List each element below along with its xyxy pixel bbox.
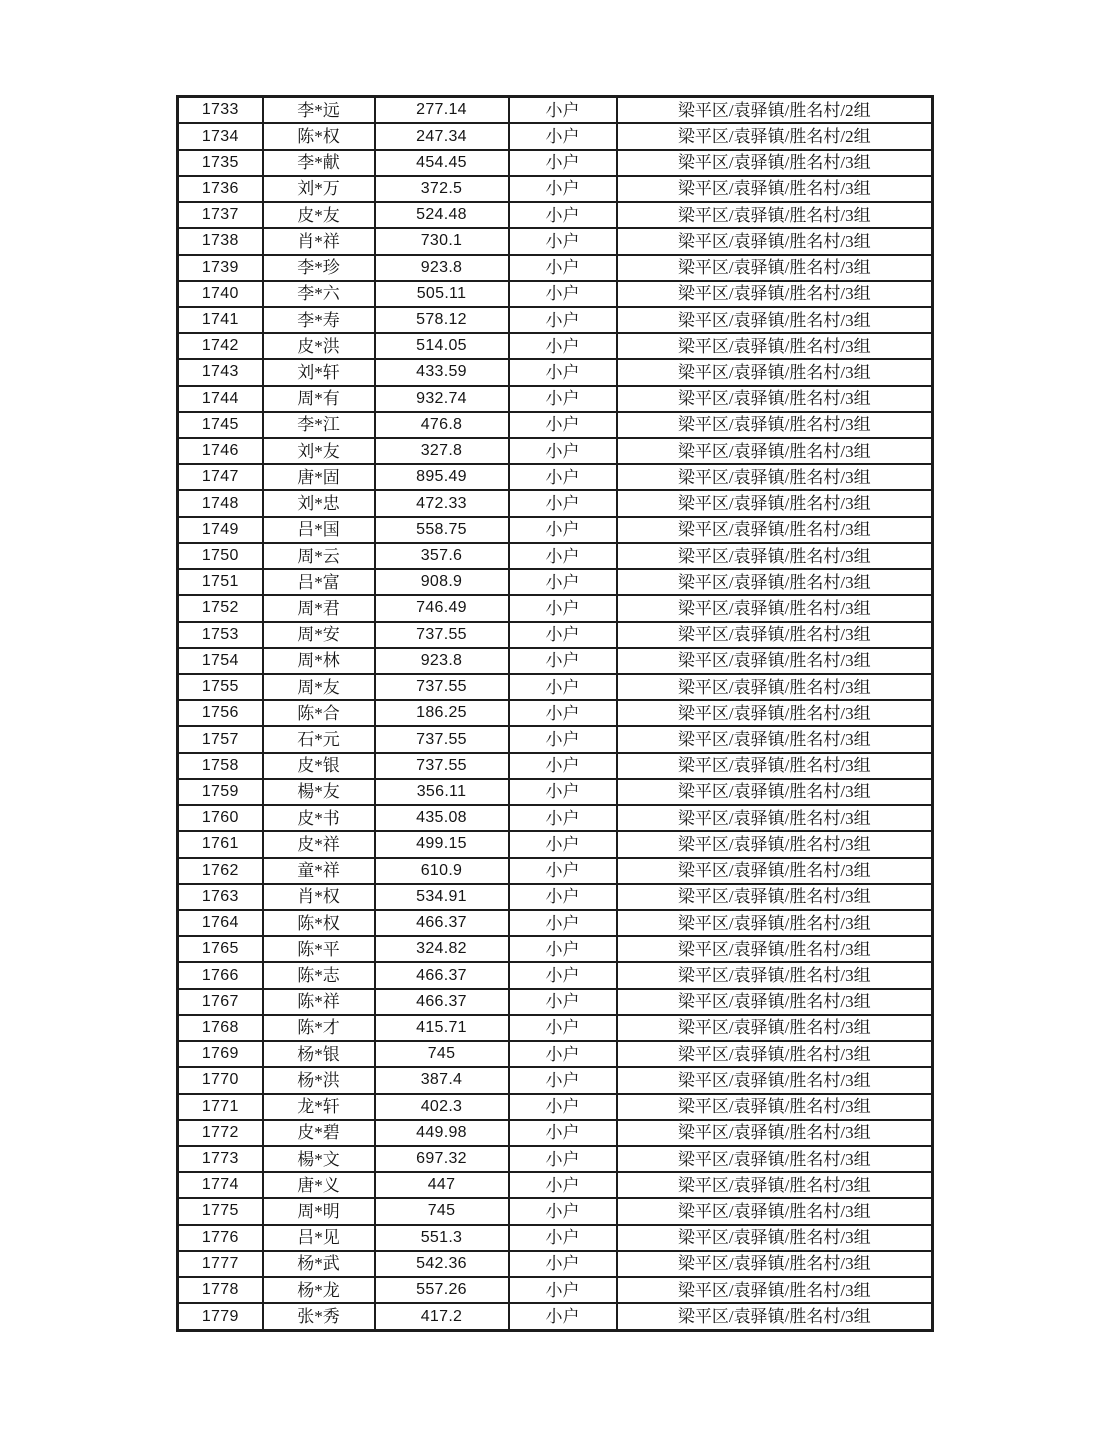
cell-location: 梁平区/袁驿镇/胜名村/3组 bbox=[617, 989, 933, 1015]
cell-amount: 186.25 bbox=[375, 700, 509, 726]
cell-amount: 737.55 bbox=[375, 753, 509, 779]
cell-location: 梁平区/袁驿镇/胜名村/3组 bbox=[617, 490, 933, 516]
cell-name: 杨*银 bbox=[263, 1041, 375, 1067]
table-row bbox=[178, 517, 933, 543]
cell-type: 小户 bbox=[509, 700, 617, 726]
table-row bbox=[178, 569, 933, 595]
cell-location: 梁平区/袁驿镇/胜名村/3组 bbox=[617, 962, 933, 988]
cell-amount: 737.55 bbox=[375, 622, 509, 648]
cell-id: 1733 bbox=[178, 97, 263, 124]
cell-id: 1771 bbox=[178, 1094, 263, 1120]
cell-amount: 324.82 bbox=[375, 936, 509, 962]
cell-name: 周*安 bbox=[263, 622, 375, 648]
cell-type: 小户 bbox=[509, 1067, 617, 1093]
cell-type: 小户 bbox=[509, 412, 617, 438]
cell-id: 1777 bbox=[178, 1251, 263, 1277]
cell-location: 梁平区/袁驿镇/胜名村/3组 bbox=[617, 569, 933, 595]
cell-type: 小户 bbox=[509, 1041, 617, 1067]
table-row bbox=[178, 1120, 933, 1146]
cell-location: 梁平区/袁驿镇/胜名村/3组 bbox=[617, 700, 933, 726]
cell-location: 梁平区/袁驿镇/胜名村/3组 bbox=[617, 910, 933, 936]
cell-type: 小户 bbox=[509, 1015, 617, 1041]
cell-id: 1751 bbox=[178, 569, 263, 595]
cell-type: 小户 bbox=[509, 176, 617, 202]
cell-location: 梁平区/袁驿镇/胜名村/3组 bbox=[617, 150, 933, 176]
cell-name: 肖*祥 bbox=[263, 228, 375, 254]
cell-location: 梁平区/袁驿镇/胜名村/3组 bbox=[617, 936, 933, 962]
cell-id: 1765 bbox=[178, 936, 263, 962]
table-row bbox=[178, 910, 933, 936]
table-row bbox=[178, 831, 933, 857]
table-row bbox=[178, 386, 933, 412]
cell-name: 陈*权 bbox=[263, 123, 375, 149]
cell-id: 1745 bbox=[178, 412, 263, 438]
cell-amount: 745 bbox=[375, 1041, 509, 1067]
cell-location: 梁平区/袁驿镇/胜名村/3组 bbox=[617, 228, 933, 254]
cell-location: 梁平区/袁驿镇/胜名村/3组 bbox=[617, 805, 933, 831]
cell-location: 梁平区/袁驿镇/胜名村/3组 bbox=[617, 281, 933, 307]
cell-location: 梁平区/袁驿镇/胜名村/3组 bbox=[617, 1277, 933, 1303]
cell-name: 陈*平 bbox=[263, 936, 375, 962]
cell-amount: 435.08 bbox=[375, 805, 509, 831]
cell-type: 小户 bbox=[509, 726, 617, 752]
cell-amount: 932.74 bbox=[375, 386, 509, 412]
table-row bbox=[178, 622, 933, 648]
table-row bbox=[178, 1251, 933, 1277]
cell-location: 梁平区/袁驿镇/胜名村/3组 bbox=[617, 1225, 933, 1251]
cell-type: 小户 bbox=[509, 281, 617, 307]
cell-location: 梁平区/袁驿镇/胜名村/3组 bbox=[617, 1172, 933, 1198]
table-row bbox=[178, 700, 933, 726]
table-row bbox=[178, 97, 933, 124]
cell-type: 小户 bbox=[509, 438, 617, 464]
table-row bbox=[178, 858, 933, 884]
cell-type: 小户 bbox=[509, 779, 617, 805]
cell-id: 1776 bbox=[178, 1225, 263, 1251]
cell-location: 梁平区/袁驿镇/胜名村/3组 bbox=[617, 1094, 933, 1120]
cell-amount: 895.49 bbox=[375, 464, 509, 490]
cell-type: 小户 bbox=[509, 1303, 617, 1330]
cell-location: 梁平区/袁驿镇/胜名村/3组 bbox=[617, 543, 933, 569]
cell-id: 1734 bbox=[178, 123, 263, 149]
table-row bbox=[178, 333, 933, 359]
cell-id: 1741 bbox=[178, 307, 263, 333]
cell-amount: 730.1 bbox=[375, 228, 509, 254]
cell-amount: 557.26 bbox=[375, 1277, 509, 1303]
cell-location: 梁平区/袁驿镇/胜名村/3组 bbox=[617, 1146, 933, 1172]
table-row bbox=[178, 779, 933, 805]
cell-id: 1737 bbox=[178, 202, 263, 228]
cell-id: 1746 bbox=[178, 438, 263, 464]
table-row bbox=[178, 648, 933, 674]
cell-type: 小户 bbox=[509, 97, 617, 124]
cell-type: 小户 bbox=[509, 386, 617, 412]
table-row bbox=[178, 1172, 933, 1198]
cell-amount: 417.2 bbox=[375, 1303, 509, 1330]
cell-id: 1743 bbox=[178, 359, 263, 385]
cell-amount: 372.5 bbox=[375, 176, 509, 202]
cell-name: 皮*洪 bbox=[263, 333, 375, 359]
cell-id: 1740 bbox=[178, 281, 263, 307]
cell-location: 梁平区/袁驿镇/胜名村/3组 bbox=[617, 386, 933, 412]
cell-location: 梁平区/袁驿镇/胜名村/3组 bbox=[617, 412, 933, 438]
table-row bbox=[178, 281, 933, 307]
table-body bbox=[178, 97, 933, 1331]
cell-name: 刘*友 bbox=[263, 438, 375, 464]
cell-location: 梁平区/袁驿镇/胜名村/3组 bbox=[617, 333, 933, 359]
cell-name: 陈*才 bbox=[263, 1015, 375, 1041]
cell-amount: 454.45 bbox=[375, 150, 509, 176]
cell-id: 1748 bbox=[178, 490, 263, 516]
cell-amount: 745 bbox=[375, 1198, 509, 1224]
table-row bbox=[178, 359, 933, 385]
table-row bbox=[178, 1303, 933, 1330]
cell-id: 1764 bbox=[178, 910, 263, 936]
cell-id: 1762 bbox=[178, 858, 263, 884]
cell-type: 小户 bbox=[509, 648, 617, 674]
cell-location: 梁平区/袁驿镇/胜名村/3组 bbox=[617, 464, 933, 490]
cell-id: 1756 bbox=[178, 700, 263, 726]
table-row bbox=[178, 176, 933, 202]
cell-type: 小户 bbox=[509, 150, 617, 176]
cell-location: 梁平区/袁驿镇/胜名村/3组 bbox=[617, 595, 933, 621]
table-row bbox=[178, 884, 933, 910]
cell-id: 1766 bbox=[178, 962, 263, 988]
table-row bbox=[178, 307, 933, 333]
cell-amount: 908.9 bbox=[375, 569, 509, 595]
cell-location: 梁平区/袁驿镇/胜名村/3组 bbox=[617, 779, 933, 805]
cell-location: 梁平区/袁驿镇/胜名村/3组 bbox=[617, 255, 933, 281]
cell-name: 楊*友 bbox=[263, 779, 375, 805]
cell-id: 1769 bbox=[178, 1041, 263, 1067]
cell-amount: 737.55 bbox=[375, 726, 509, 752]
table-row bbox=[178, 595, 933, 621]
cell-id: 1749 bbox=[178, 517, 263, 543]
cell-location: 梁平区/袁驿镇/胜名村/3组 bbox=[617, 1303, 933, 1330]
table-row bbox=[178, 989, 933, 1015]
cell-id: 1755 bbox=[178, 674, 263, 700]
cell-type: 小户 bbox=[509, 517, 617, 543]
cell-amount: 402.3 bbox=[375, 1094, 509, 1120]
cell-type: 小户 bbox=[509, 228, 617, 254]
cell-type: 小户 bbox=[509, 202, 617, 228]
table-row bbox=[178, 438, 933, 464]
table-row bbox=[178, 936, 933, 962]
cell-id: 1773 bbox=[178, 1146, 263, 1172]
cell-location: 梁平区/袁驿镇/胜名村/3组 bbox=[617, 831, 933, 857]
cell-name: 唐*固 bbox=[263, 464, 375, 490]
cell-type: 小户 bbox=[509, 595, 617, 621]
cell-location: 梁平区/袁驿镇/胜名村/3组 bbox=[617, 1041, 933, 1067]
cell-id: 1761 bbox=[178, 831, 263, 857]
cell-amount: 697.32 bbox=[375, 1146, 509, 1172]
table-row bbox=[178, 490, 933, 516]
cell-amount: 466.37 bbox=[375, 962, 509, 988]
cell-type: 小户 bbox=[509, 464, 617, 490]
cell-id: 1753 bbox=[178, 622, 263, 648]
cell-amount: 737.55 bbox=[375, 674, 509, 700]
cell-amount: 387.4 bbox=[375, 1067, 509, 1093]
table-row bbox=[178, 1146, 933, 1172]
cell-type: 小户 bbox=[509, 1225, 617, 1251]
cell-name: 周*友 bbox=[263, 674, 375, 700]
cell-location: 梁平区/袁驿镇/胜名村/3组 bbox=[617, 622, 933, 648]
cell-id: 1774 bbox=[178, 1172, 263, 1198]
cell-name: 刘*忠 bbox=[263, 490, 375, 516]
cell-name: 陈*合 bbox=[263, 700, 375, 726]
cell-amount: 449.98 bbox=[375, 1120, 509, 1146]
cell-amount: 505.11 bbox=[375, 281, 509, 307]
cell-amount: 923.8 bbox=[375, 255, 509, 281]
cell-amount: 514.05 bbox=[375, 333, 509, 359]
cell-name: 龙*轩 bbox=[263, 1094, 375, 1120]
cell-type: 小户 bbox=[509, 1094, 617, 1120]
cell-amount: 534.91 bbox=[375, 884, 509, 910]
cell-id: 1752 bbox=[178, 595, 263, 621]
cell-type: 小户 bbox=[509, 622, 617, 648]
table-row bbox=[178, 150, 933, 176]
cell-type: 小户 bbox=[509, 858, 617, 884]
cell-name: 周*君 bbox=[263, 595, 375, 621]
cell-type: 小户 bbox=[509, 884, 617, 910]
cell-location: 梁平区/袁驿镇/胜名村/3组 bbox=[617, 858, 933, 884]
cell-type: 小户 bbox=[509, 1120, 617, 1146]
cell-name: 周*林 bbox=[263, 648, 375, 674]
cell-location: 梁平区/袁驿镇/胜名村/3组 bbox=[617, 1198, 933, 1224]
cell-amount: 923.8 bbox=[375, 648, 509, 674]
cell-id: 1778 bbox=[178, 1277, 263, 1303]
cell-location: 梁平区/袁驿镇/胜名村/3组 bbox=[617, 202, 933, 228]
table-row bbox=[178, 674, 933, 700]
cell-name: 皮*书 bbox=[263, 805, 375, 831]
cell-type: 小户 bbox=[509, 831, 617, 857]
cell-location: 梁平区/袁驿镇/胜名村/3组 bbox=[617, 1120, 933, 1146]
cell-name: 楊*文 bbox=[263, 1146, 375, 1172]
table-row bbox=[178, 543, 933, 569]
cell-name: 李*献 bbox=[263, 150, 375, 176]
cell-name: 皮*友 bbox=[263, 202, 375, 228]
cell-id: 1759 bbox=[178, 779, 263, 805]
cell-location: 梁平区/袁驿镇/胜名村/3组 bbox=[617, 1067, 933, 1093]
cell-name: 陈*祥 bbox=[263, 989, 375, 1015]
cell-id: 1750 bbox=[178, 543, 263, 569]
cell-type: 小户 bbox=[509, 1172, 617, 1198]
cell-id: 1772 bbox=[178, 1120, 263, 1146]
cell-type: 小户 bbox=[509, 307, 617, 333]
cell-amount: 551.3 bbox=[375, 1225, 509, 1251]
cell-name: 陈*志 bbox=[263, 962, 375, 988]
cell-amount: 499.15 bbox=[375, 831, 509, 857]
cell-type: 小户 bbox=[509, 1277, 617, 1303]
cell-id: 1770 bbox=[178, 1067, 263, 1093]
cell-type: 小户 bbox=[509, 1198, 617, 1224]
cell-amount: 466.37 bbox=[375, 910, 509, 936]
cell-id: 1754 bbox=[178, 648, 263, 674]
cell-type: 小户 bbox=[509, 753, 617, 779]
cell-name: 皮*祥 bbox=[263, 831, 375, 857]
table-row bbox=[178, 202, 933, 228]
cell-amount: 415.71 bbox=[375, 1015, 509, 1041]
cell-id: 1747 bbox=[178, 464, 263, 490]
cell-type: 小户 bbox=[509, 989, 617, 1015]
cell-location: 梁平区/袁驿镇/胜名村/3组 bbox=[617, 648, 933, 674]
cell-id: 1735 bbox=[178, 150, 263, 176]
cell-name: 李*珍 bbox=[263, 255, 375, 281]
cell-type: 小户 bbox=[509, 962, 617, 988]
cell-id: 1738 bbox=[178, 228, 263, 254]
cell-location: 梁平区/袁驿镇/胜名村/3组 bbox=[617, 438, 933, 464]
cell-amount: 433.59 bbox=[375, 359, 509, 385]
cell-name: 吕*见 bbox=[263, 1225, 375, 1251]
cell-id: 1742 bbox=[178, 333, 263, 359]
cell-name: 吕*国 bbox=[263, 517, 375, 543]
cell-location: 梁平区/袁驿镇/胜名村/3组 bbox=[617, 753, 933, 779]
table-row bbox=[178, 123, 933, 149]
cell-id: 1763 bbox=[178, 884, 263, 910]
cell-amount: 447 bbox=[375, 1172, 509, 1198]
cell-type: 小户 bbox=[509, 674, 617, 700]
cell-location: 梁平区/袁驿镇/胜名村/3组 bbox=[617, 176, 933, 202]
cell-name: 陈*权 bbox=[263, 910, 375, 936]
cell-id: 1767 bbox=[178, 989, 263, 1015]
cell-name: 周*云 bbox=[263, 543, 375, 569]
cell-name: 肖*权 bbox=[263, 884, 375, 910]
cell-id: 1768 bbox=[178, 1015, 263, 1041]
cell-amount: 466.37 bbox=[375, 989, 509, 1015]
cell-location: 梁平区/袁驿镇/胜名村/2组 bbox=[617, 97, 933, 124]
cell-location: 梁平区/袁驿镇/胜名村/3组 bbox=[617, 517, 933, 543]
cell-amount: 542.36 bbox=[375, 1251, 509, 1277]
cell-id: 1739 bbox=[178, 255, 263, 281]
cell-type: 小户 bbox=[509, 543, 617, 569]
cell-location: 梁平区/袁驿镇/胜名村/3组 bbox=[617, 884, 933, 910]
cell-name: 杨*龙 bbox=[263, 1277, 375, 1303]
cell-id: 1736 bbox=[178, 176, 263, 202]
cell-id: 1760 bbox=[178, 805, 263, 831]
cell-type: 小户 bbox=[509, 359, 617, 385]
cell-name: 李*远 bbox=[263, 97, 375, 124]
cell-amount: 277.14 bbox=[375, 97, 509, 124]
table-row bbox=[178, 1277, 933, 1303]
cell-amount: 357.6 bbox=[375, 543, 509, 569]
table-row bbox=[178, 1198, 933, 1224]
cell-type: 小户 bbox=[509, 936, 617, 962]
cell-location: 梁平区/袁驿镇/胜名村/3组 bbox=[617, 1015, 933, 1041]
cell-name: 皮*银 bbox=[263, 753, 375, 779]
cell-name: 童*祥 bbox=[263, 858, 375, 884]
cell-location: 梁平区/袁驿镇/胜名村/3组 bbox=[617, 307, 933, 333]
cell-id: 1757 bbox=[178, 726, 263, 752]
table-row bbox=[178, 228, 933, 254]
cell-type: 小户 bbox=[509, 333, 617, 359]
cell-name: 石*元 bbox=[263, 726, 375, 752]
table-row bbox=[178, 726, 933, 752]
cell-id: 1775 bbox=[178, 1198, 263, 1224]
table-row bbox=[178, 1015, 933, 1041]
cell-name: 杨*武 bbox=[263, 1251, 375, 1277]
cell-type: 小户 bbox=[509, 255, 617, 281]
table-row bbox=[178, 464, 933, 490]
table-row bbox=[178, 412, 933, 438]
cell-name: 吕*富 bbox=[263, 569, 375, 595]
cell-name: 刘*万 bbox=[263, 176, 375, 202]
table-row bbox=[178, 805, 933, 831]
data-table bbox=[176, 95, 934, 1332]
cell-amount: 472.33 bbox=[375, 490, 509, 516]
cell-name: 李*寿 bbox=[263, 307, 375, 333]
cell-amount: 524.48 bbox=[375, 202, 509, 228]
table-row bbox=[178, 1067, 933, 1093]
cell-name: 李*六 bbox=[263, 281, 375, 307]
cell-amount: 247.34 bbox=[375, 123, 509, 149]
table-row bbox=[178, 753, 933, 779]
table-row bbox=[178, 255, 933, 281]
cell-id: 1744 bbox=[178, 386, 263, 412]
cell-amount: 327.8 bbox=[375, 438, 509, 464]
cell-id: 1758 bbox=[178, 753, 263, 779]
cell-location: 梁平区/袁驿镇/胜名村/3组 bbox=[617, 1251, 933, 1277]
cell-location: 梁平区/袁驿镇/胜名村/3组 bbox=[617, 726, 933, 752]
cell-amount: 610.9 bbox=[375, 858, 509, 884]
cell-type: 小户 bbox=[509, 569, 617, 595]
cell-amount: 558.75 bbox=[375, 517, 509, 543]
cell-name: 唐*义 bbox=[263, 1172, 375, 1198]
cell-name: 刘*轩 bbox=[263, 359, 375, 385]
cell-amount: 746.49 bbox=[375, 595, 509, 621]
table-row bbox=[178, 962, 933, 988]
cell-location: 梁平区/袁驿镇/胜名村/2组 bbox=[617, 123, 933, 149]
cell-type: 小户 bbox=[509, 490, 617, 516]
cell-name: 杨*洪 bbox=[263, 1067, 375, 1093]
cell-location: 梁平区/袁驿镇/胜名村/3组 bbox=[617, 674, 933, 700]
cell-name: 周*有 bbox=[263, 386, 375, 412]
cell-type: 小户 bbox=[509, 123, 617, 149]
cell-name: 皮*碧 bbox=[263, 1120, 375, 1146]
cell-id: 1779 bbox=[178, 1303, 263, 1330]
cell-amount: 578.12 bbox=[375, 307, 509, 333]
cell-type: 小户 bbox=[509, 1146, 617, 1172]
cell-name: 李*江 bbox=[263, 412, 375, 438]
cell-amount: 476.8 bbox=[375, 412, 509, 438]
table-row bbox=[178, 1225, 933, 1251]
cell-name: 张*秀 bbox=[263, 1303, 375, 1330]
cell-amount: 356.11 bbox=[375, 779, 509, 805]
cell-name: 周*明 bbox=[263, 1198, 375, 1224]
cell-type: 小户 bbox=[509, 910, 617, 936]
cell-type: 小户 bbox=[509, 805, 617, 831]
cell-type: 小户 bbox=[509, 1251, 617, 1277]
cell-location: 梁平区/袁驿镇/胜名村/3组 bbox=[617, 359, 933, 385]
table-row bbox=[178, 1094, 933, 1120]
table-row bbox=[178, 1041, 933, 1067]
